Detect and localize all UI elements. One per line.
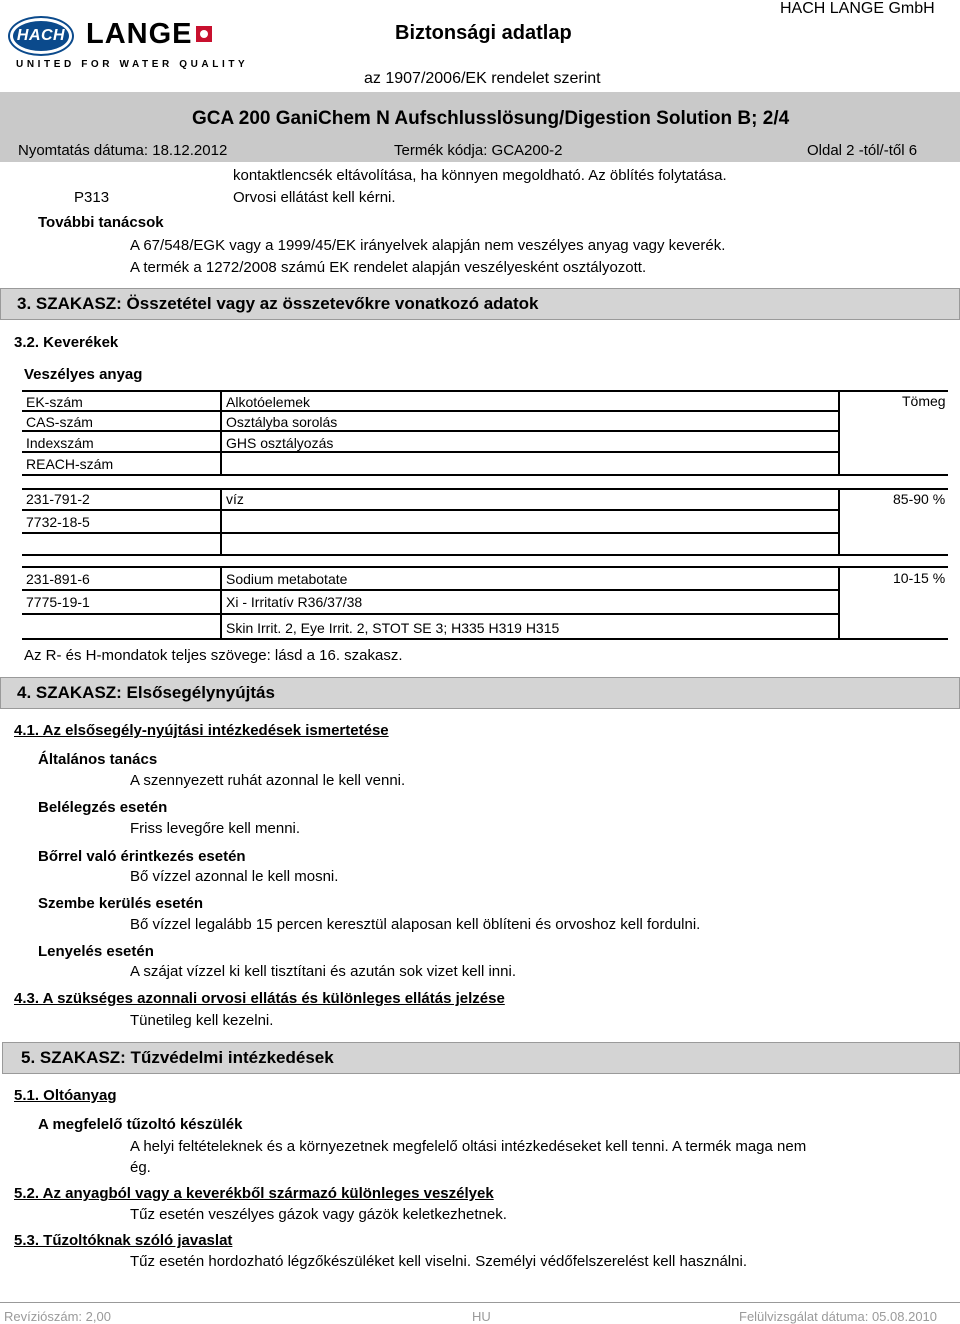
precaution-continued: kontaktlencsék eltávolítása, ha könnyen megoldható. Az öblítés folytatása. (233, 167, 727, 184)
row-1-cas: 7732-18-5 (26, 514, 90, 530)
col-classification-header: Osztályba sorolás (226, 414, 338, 430)
firefighter-advice-heading: 5.3. Tűzoltóknak szóló javaslat (14, 1232, 233, 1249)
table-col-divider (220, 390, 222, 476)
col-index-header: Indexszám (26, 435, 94, 451)
inhalation-text: Friss levegőre kell menni. (130, 820, 301, 837)
extinguishing-media-heading: 5.1. Oltóanyag (14, 1087, 117, 1104)
table-rule (22, 589, 840, 591)
col-reach-header: REACH-szám (26, 456, 114, 472)
lange-logo: LANGE (86, 18, 193, 50)
row-1-ek: 231-791-2 (26, 491, 90, 507)
further-advice-label: További tanácsok (38, 214, 164, 231)
eye-contact-text: Bő vízzel legalább 15 percen keresztül alaposan kell öblíteni és orvoshoz kell fordulni. (130, 916, 701, 933)
row-2-name: Sodium metabotate (226, 571, 348, 587)
revision-number: Revíziószám: 2,00 (4, 1309, 111, 1324)
hazardous-substance-label: Veszélyes anyag (24, 366, 143, 383)
table-rule (22, 430, 840, 432)
lange-logo-mark-icon (196, 26, 212, 42)
language-code: HU (472, 1309, 491, 1324)
table-bottom-rule (22, 638, 948, 640)
table-rule (22, 410, 840, 412)
review-date: Felülvizsgálat dátuma: 05.08.2010 (739, 1309, 938, 1324)
p313-code: P313 (74, 189, 110, 206)
suitable-extinguisher-text-cont: ég. (130, 1159, 151, 1176)
mixtures-heading: 3.2. Keverékek (14, 334, 119, 351)
further-advice-2: A termék a 1272/2008 számú EK rendelet alapján veszélyesként osztályozott. (130, 259, 647, 276)
col-ghs-header: GHS osztályozás (226, 435, 334, 451)
skin-contact-label: Bőrrel való érintkezés esetén (38, 848, 246, 865)
section-4-title: 4. SZAKASZ: Elsősegélynyújtás (17, 683, 275, 702)
section-3-title: 3. SZAKASZ: Összetétel vagy az összetevőkre vonatkozó adatok (17, 294, 539, 313)
row-2-classification: Xi - Irritatív R36/37/38 (226, 594, 363, 610)
print-date: Nyomtatás dátuma: 18.12.2012 (18, 142, 228, 159)
table-top-rule (22, 390, 948, 392)
row-2-top-rule (22, 566, 948, 568)
hach-logo-text: HACH (16, 27, 66, 44)
table-rule (22, 509, 840, 511)
company-name: HACH LANGE GmbH (780, 0, 935, 17)
ingestion-label: Lenyelés esetén (38, 943, 154, 960)
p313-text: Orvosi ellátást kell kérni. (233, 189, 396, 206)
col-cas-header: CAS-szám (26, 414, 93, 430)
col-component-header: Alkotóelemek (226, 394, 311, 410)
table-rule (22, 474, 948, 476)
section-5-header (2, 1042, 960, 1074)
table-col-divider (220, 488, 222, 556)
table-col-divider (838, 488, 840, 556)
page-number: Oldal 2 -tól/-től 6 (807, 142, 918, 159)
table-col-divider (220, 566, 222, 640)
eye-contact-label: Szembe kerülés esetén (38, 895, 204, 912)
hach-logo (10, 18, 72, 54)
row-2-cas: 7775-19-1 (26, 594, 90, 610)
section-5-title: 5. SZAKASZ: Tűzvédelmi intézkedések (21, 1048, 334, 1067)
col-ek-header: EK-szám (26, 394, 83, 410)
general-advice-text: A szennyezett ruhát azonnal le kell venni. (130, 772, 406, 789)
further-advice-1: A 67/548/EGK vagy a 1999/45/EK irányelvek alapján nem veszélyes anyag vagy keverék. (130, 237, 726, 254)
firefighter-advice-text: Tűz esetén hordozható légzőkészüléket kell viselni. Személyi védőfelszerelést kell használni. (130, 1253, 747, 1270)
section-3-header (0, 288, 960, 320)
col-mass-header: Tömeg (902, 393, 946, 409)
row-2-mass: 10-15 % (893, 570, 946, 586)
inhalation-label: Belélegzés esetén (38, 799, 168, 816)
ingestion-text: A szájat vízzel ki kell tisztítani és azután sok vizet kell inni. (130, 963, 516, 980)
skin-contact-text: Bő vízzel azonnal le kell mosni. (130, 868, 339, 885)
regulation-line: az 1907/2006/EK rendelet szerint (364, 70, 601, 87)
row-2-ek: 231-891-6 (26, 571, 90, 587)
product-code: Termék kódja: GCA200-2 (394, 142, 563, 159)
tagline: UNITED FOR WATER QUALITY (16, 59, 249, 70)
table-rule (22, 554, 948, 556)
document-title: Biztonsági adatlap (395, 22, 572, 44)
footer-rule (0, 1302, 960, 1303)
table-col-divider (838, 566, 840, 640)
section-4-header (0, 677, 960, 709)
special-hazards-text: Tűz esetén veszélyes gázok vagy gázök keletkezhetnek. (130, 1206, 507, 1223)
table-rule (22, 451, 840, 453)
row-1-name: víz (226, 491, 244, 507)
table-rule (22, 613, 840, 615)
first-aid-description-heading: 4.1. Az elsősegély-nyújtási intézkedések ismertetése (14, 722, 389, 739)
table-rule (22, 532, 840, 534)
product-name: GCA 200 GaniChem N Aufschlusslösung/Digestion Solution B; 2/4 (192, 108, 790, 129)
suitable-extinguisher-label: A megfelelő tűzoltó készülék (38, 1116, 243, 1133)
row-1-top-rule (22, 488, 948, 490)
suitable-extinguisher-text: A helyi feltételeknek és a környezetnek megfelelő oltási intézkedéseket kell tenni. A termék maga nem (130, 1138, 807, 1155)
row-2-ghs: Skin Irrit. 2, Eye Irrit. 2, STOT SE 3; H335 H319 H315 (226, 620, 560, 636)
special-hazards-heading: 5.2. Az anyagból vagy a keverékből származó különleges veszélyek (14, 1185, 494, 1202)
phrases-note: Az R- és H-mondatok teljes szövege: lásd a 16. szakasz. (24, 647, 403, 664)
table-col-divider (838, 390, 840, 476)
general-advice-label: Általános tanács (38, 751, 158, 768)
medical-attention-heading: 4.3. A szükséges azonnali orvosi ellátás és különleges ellátás jelzése (14, 990, 505, 1007)
row-1-mass: 85-90 % (893, 491, 946, 507)
medical-attention-text: Tünetileg kell kezelni. (130, 1012, 274, 1029)
